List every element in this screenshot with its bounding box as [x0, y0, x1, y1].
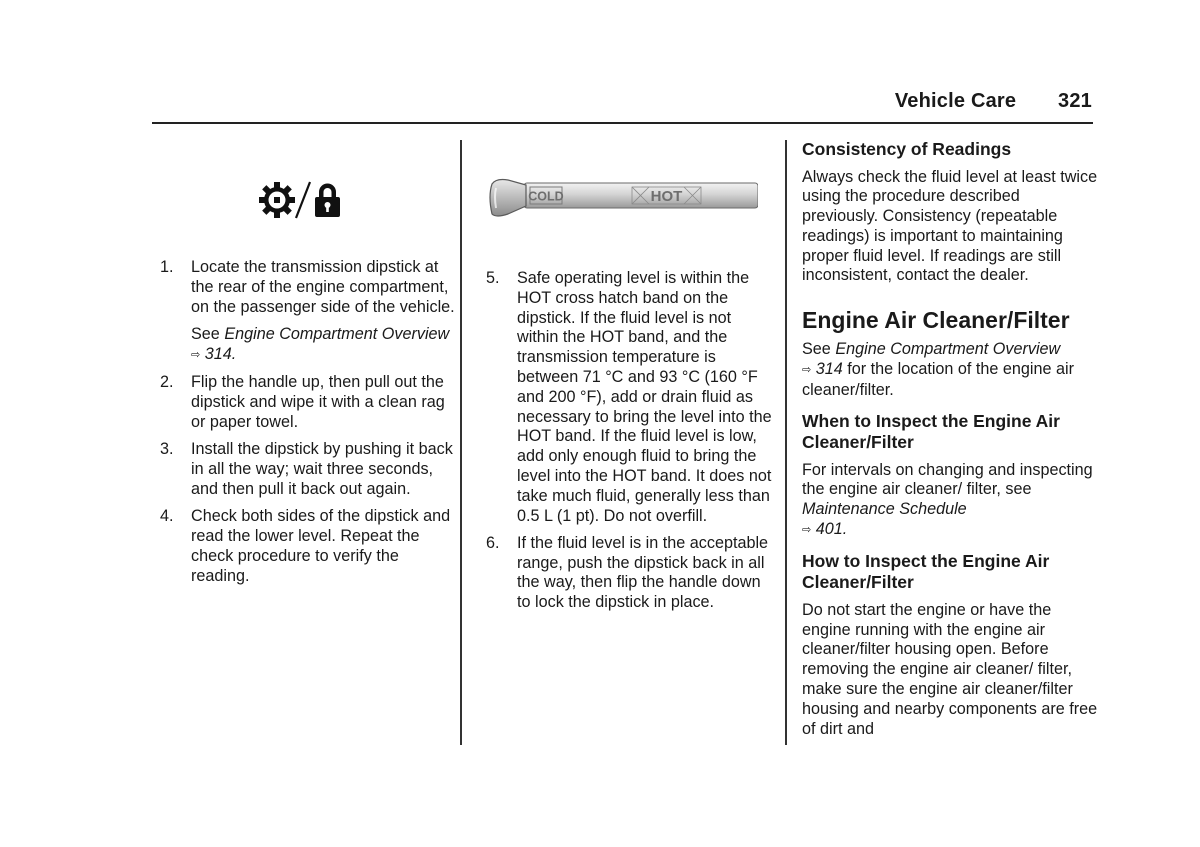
step-6 — [486, 534, 776, 613]
steps-list-2 — [486, 269, 776, 613]
heading-consistency-of-readings: Consistency of Readings — [802, 139, 1012, 159]
column-divider-1 — [460, 140, 462, 745]
paragraph-when-to-inspect: For intervals on changing and inspecting the engine air cleaner/ filter, see Maintenance Schedule ⇨ 401. — [802, 460, 1093, 539]
header-rule — [152, 122, 1093, 124]
step-number: 3. — [160, 440, 174, 459]
cross-reference: See Engine Compartment Overview ⇨ 314. — [191, 325, 450, 364]
hot-band-label: HOT — [650, 188, 683, 205]
xref-link-engine-compartment[interactable]: Engine Compartment Overview — [224, 325, 450, 344]
heading-when-to-inspect: When to Inspect the Engine Air Cleaner/Filter — [802, 410, 1060, 453]
column-divider-2 — [785, 140, 787, 745]
page-number: 321 — [1058, 90, 1092, 112]
steps-list-1 — [160, 258, 455, 586]
heading-engine-air-cleaner: Engine Air Cleaner/Filter — [802, 307, 1070, 334]
paragraph-see-overview: See Engine Compartment Overview ⇨ 314 for the location of the engine air cleaner/filter. — [802, 340, 1075, 399]
step-2 — [160, 373, 455, 432]
xref-link-engine-compartment[interactable]: Engine Compartment Overview — [835, 340, 1061, 359]
heading-how-to-inspect: How to Inspect the Engine Air Cleaner/Filter — [802, 550, 1050, 593]
dipstick-illustration — [486, 176, 758, 220]
xref-page[interactable]: 314 — [815, 360, 843, 379]
xref-page[interactable]: 401 — [815, 520, 843, 539]
step-number: 5. — [486, 269, 500, 287]
paragraph-how-to-inspect: Do not start the engine or have the engine running with the engine air cleaner/filter housing open. Before removing the engine air cleaner/ filter, make sure the engine air cleaner/filter housing and nearby components are free of dirt and — [802, 600, 1098, 738]
page-header — [895, 90, 1092, 113]
step-number: 4. — [160, 507, 174, 526]
step-number: 2. — [160, 373, 174, 392]
section-title: Vehicle Care — [894, 90, 1017, 112]
cold-band-label: COLD — [528, 189, 564, 204]
step-4 — [160, 507, 455, 586]
step-text: If the fluid level is in the acceptable range, push the dipstick back in all the way, then flip the handle down to lock the dipstick in place. — [517, 533, 769, 612]
page-ref-arrow-icon: ⇨ — [191, 349, 201, 362]
column-3 — [802, 139, 1100, 739]
transmission-gear-lock-icon — [255, 178, 345, 222]
column-1 — [160, 258, 455, 594]
step-text: Locate the transmission dipstick at the rear of the engine compartment, on the passenger side of the vehicle. — [191, 258, 455, 316]
page-ref-arrow-icon: ⇨ — [802, 524, 812, 537]
xref-link-maintenance-schedule[interactable]: Maintenance Schedule — [802, 500, 967, 519]
step-text: Safe operating level is within the HOT cross hatch band on the dipstick. If the fluid level is not within the HOT band, and the transmission temperature is between 71 °C and 93 °C (160 °F and 200 °F), add or drain fluid as necessary to bring the level into the HOT band. If the fluid level is low, add only enough fluid to bring the level into the HOT band. It does not take much fluid, generally less than 0.5 L (1 pt). Do not overfill. — [517, 269, 772, 525]
paragraph-consistency: Always check the fluid level at least twice using the procedure described previously. Consistency (repeatable readings) is important to maintaining proper fluid level. If readings are still inconsistent, contact the dealer. — [802, 167, 1098, 285]
step-text: Install the dipstick by pushing it back in all the way; wait three seconds, and then pull it back out again. — [191, 440, 453, 498]
column-2 — [486, 269, 776, 621]
page-ref-arrow-icon: ⇨ — [802, 364, 812, 377]
step-5 — [486, 269, 776, 526]
step-number: 1. — [160, 258, 174, 276]
step-1 — [160, 258, 455, 366]
step-text: Flip the handle up, then pull out the dipstick and wipe it with a clean rag or paper towel. — [191, 373, 445, 432]
step-number: 6. — [486, 533, 500, 552]
xref-page[interactable]: 314 — [204, 345, 232, 364]
step-3 — [160, 440, 455, 499]
step-text: Check both sides of the dipstick and read the lower level. Repeat the check procedure to verify the reading. — [191, 507, 451, 585]
